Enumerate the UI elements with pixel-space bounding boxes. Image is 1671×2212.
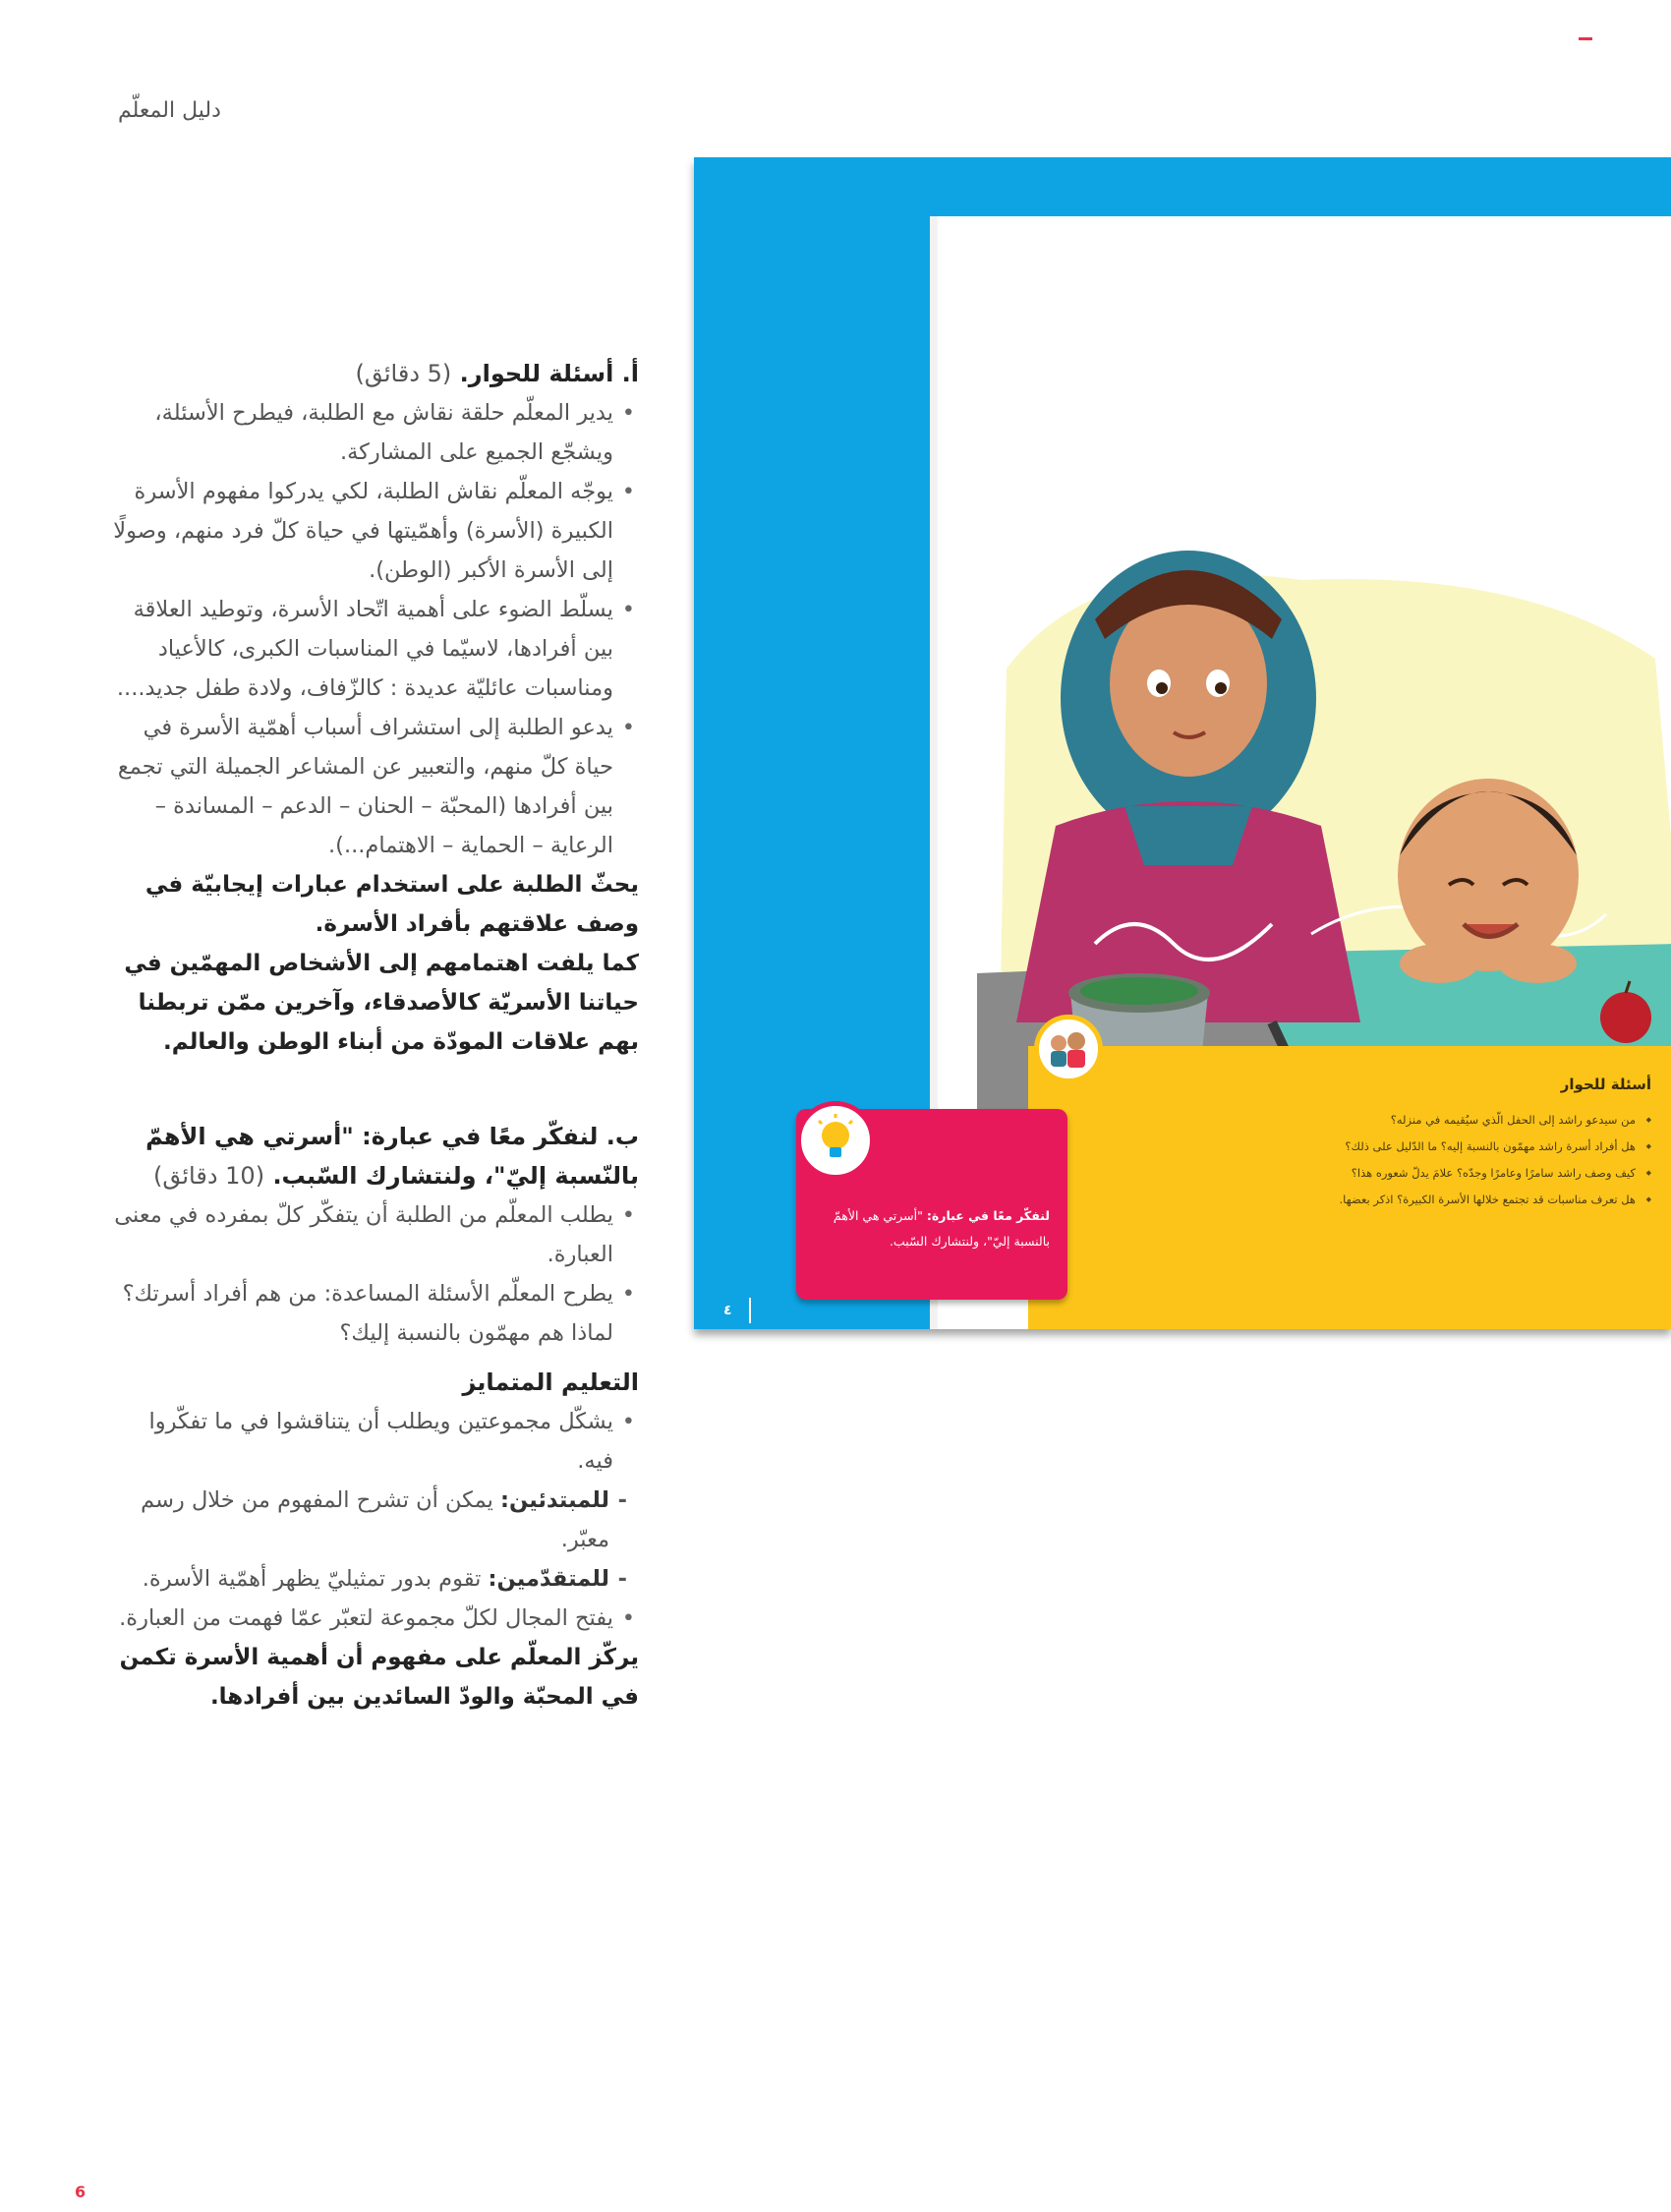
book-page-number: ٤ xyxy=(723,1303,732,1318)
section-b-bullet: • يطلب المعلّم من الطلبة أن يتفكّر كلّ بمفرده في معنى العبارة. xyxy=(108,1195,639,1274)
differentiated-heading: التعليم المتمايز xyxy=(462,1368,639,1396)
section-a-bullet: • يدعو الطلبة إلى استشراف أسباب أهمّية الأسرة في حياة كلّ منهم، والتعبير عن المشاعر الجميلة التي تجمع بين أفرادها (المحبّة – الحنان – الدعم – المساندة – الرعاية – الحماية – الاهتمام...). xyxy=(108,708,639,865)
teacher-guide-column xyxy=(108,354,639,1717)
section-a-bullet: • يوجّه المعلّم نقاش الطلبة، لكي يدركوا مفهوم الأسرة الكبيرة (الأسرة) وأهمّيتها في حياة كلّ فرد منهم، وصولًا إلى الأسرة الأكبر (الوطن). xyxy=(108,472,639,590)
dialogue-questions-title: أسئلة للحوار xyxy=(1560,1076,1651,1093)
section-a-emphasis-1: يحثّ الطلبة على استخدام عبارات إيجابيّة في وصف علاقتهم بأفراد الأسرة. xyxy=(144,872,639,937)
dialogue-question: ◆ كيف وصف راشد سامرًا وعامرًا وجدّه؟ علامَ يدلّ شعوره هذا؟ xyxy=(1101,1160,1651,1187)
dialogue-questions-card xyxy=(1028,1046,1671,1329)
differentiated-bullet: • يفتح المجال لكلّ مجموعة لتعبّر عمّا فهمت من العبارة. xyxy=(108,1599,639,1638)
section-b-heading: ب. لنفكّر معًا في عبارة: "أسرتي هي الأهمّ بالنّسبة إليّ"، ولنتشارك السّبب. (10 دقائق) xyxy=(145,1123,639,1190)
student-book-page xyxy=(694,157,1671,1329)
dialogue-question: ◆ من سيدعو راشد إلى الحفل الّذي سيُقيمه في منزله؟ xyxy=(1101,1107,1651,1134)
dialogue-question: ◆ هل أفراد أسرة راشد مهمّون بالنسبة إليه؟ ما الدّليل على ذلك؟ xyxy=(1101,1134,1651,1160)
section-b-duration: (10 دقائق) xyxy=(152,1162,265,1190)
beginners-item xyxy=(108,1481,639,1559)
think-together-label: لنفكّر معًا في عبارة: xyxy=(926,1208,1050,1223)
dialogue-question: ◆ هل تعرف مناسبات قد تجتمع خلالها الأسرة الكبيرة؟ اذكر بعضها. xyxy=(1101,1187,1651,1213)
beginners-label: للمبتدئين: xyxy=(500,1487,609,1513)
family-icon xyxy=(1034,1015,1103,1083)
section-b-bullet: • يطرح المعلّم الأسئلة المساعدة: من هم أفراد أسرتك؟ لماذا هم مهمّون بالنسبة إليك؟ xyxy=(108,1274,639,1353)
page-edge-tick xyxy=(749,1298,751,1323)
differentiated-bullet: • يشكّل مجموعتين ويطلب أن يتناقشوا في ما تفكّروا فيه. xyxy=(108,1402,639,1481)
advanced-label: للمتقدّمين: xyxy=(488,1566,609,1592)
advanced-text: تقوم بدور تمثيليّ يظهر أهمّية الأسرة. xyxy=(142,1566,482,1592)
lightbulb-icon xyxy=(796,1101,875,1180)
dialogue-questions-list xyxy=(1101,1107,1651,1213)
beginners-text: يمكن أن تشرح المفهوم من خلال رسم معبّر. xyxy=(141,1487,609,1552)
think-together-quote: "أسرتي هي الأهمّ بالنسبة إليّ"، ولنتشارك السّبب. xyxy=(833,1208,1050,1249)
section-a-emphasis-2: كما يلفت اهتمامهم إلى الأشخاص المهمّين في حياتنا الأسريّة كالأصدقاء، وآخرين ممّن تربطنا بهم علاقات المودّة من أبناء الوطن والعالم. xyxy=(124,951,639,1055)
section-a-bullet: • يدير المعلّم حلقة نقاش مع الطلبة، فيطرح الأسئلة، ويشجّع الجميع على المشاركة. xyxy=(108,393,639,472)
differentiated-emphasis: يركّز المعلّم على مفهوم أن أهمية الأسرة تكمن في المحبّة والودّ السائدين بين أفرادها. xyxy=(119,1645,639,1710)
page-header-title: دليل المعلّم xyxy=(118,98,221,123)
page-folio-number: 6 xyxy=(75,2183,86,2201)
advanced-item xyxy=(108,1559,639,1599)
section-a-duration: (5 دقائق) xyxy=(355,360,452,387)
think-together-text xyxy=(814,1203,1050,1254)
section-a-heading: أ. أسئلة للحوار. (5 دقائق) xyxy=(355,360,639,387)
top-decorative-mark xyxy=(1579,37,1592,40)
section-a-bullet: • يسلّط الضوء على أهمية اتّحاد الأسرة، وتوطيد العلاقة بين أفرادها، لاسيّما في المناسبات الكبرى، كالأعياد ومناسبات عائليّة عديدة : كالزّفاف، ولادة طفل جديد.... xyxy=(108,590,639,708)
